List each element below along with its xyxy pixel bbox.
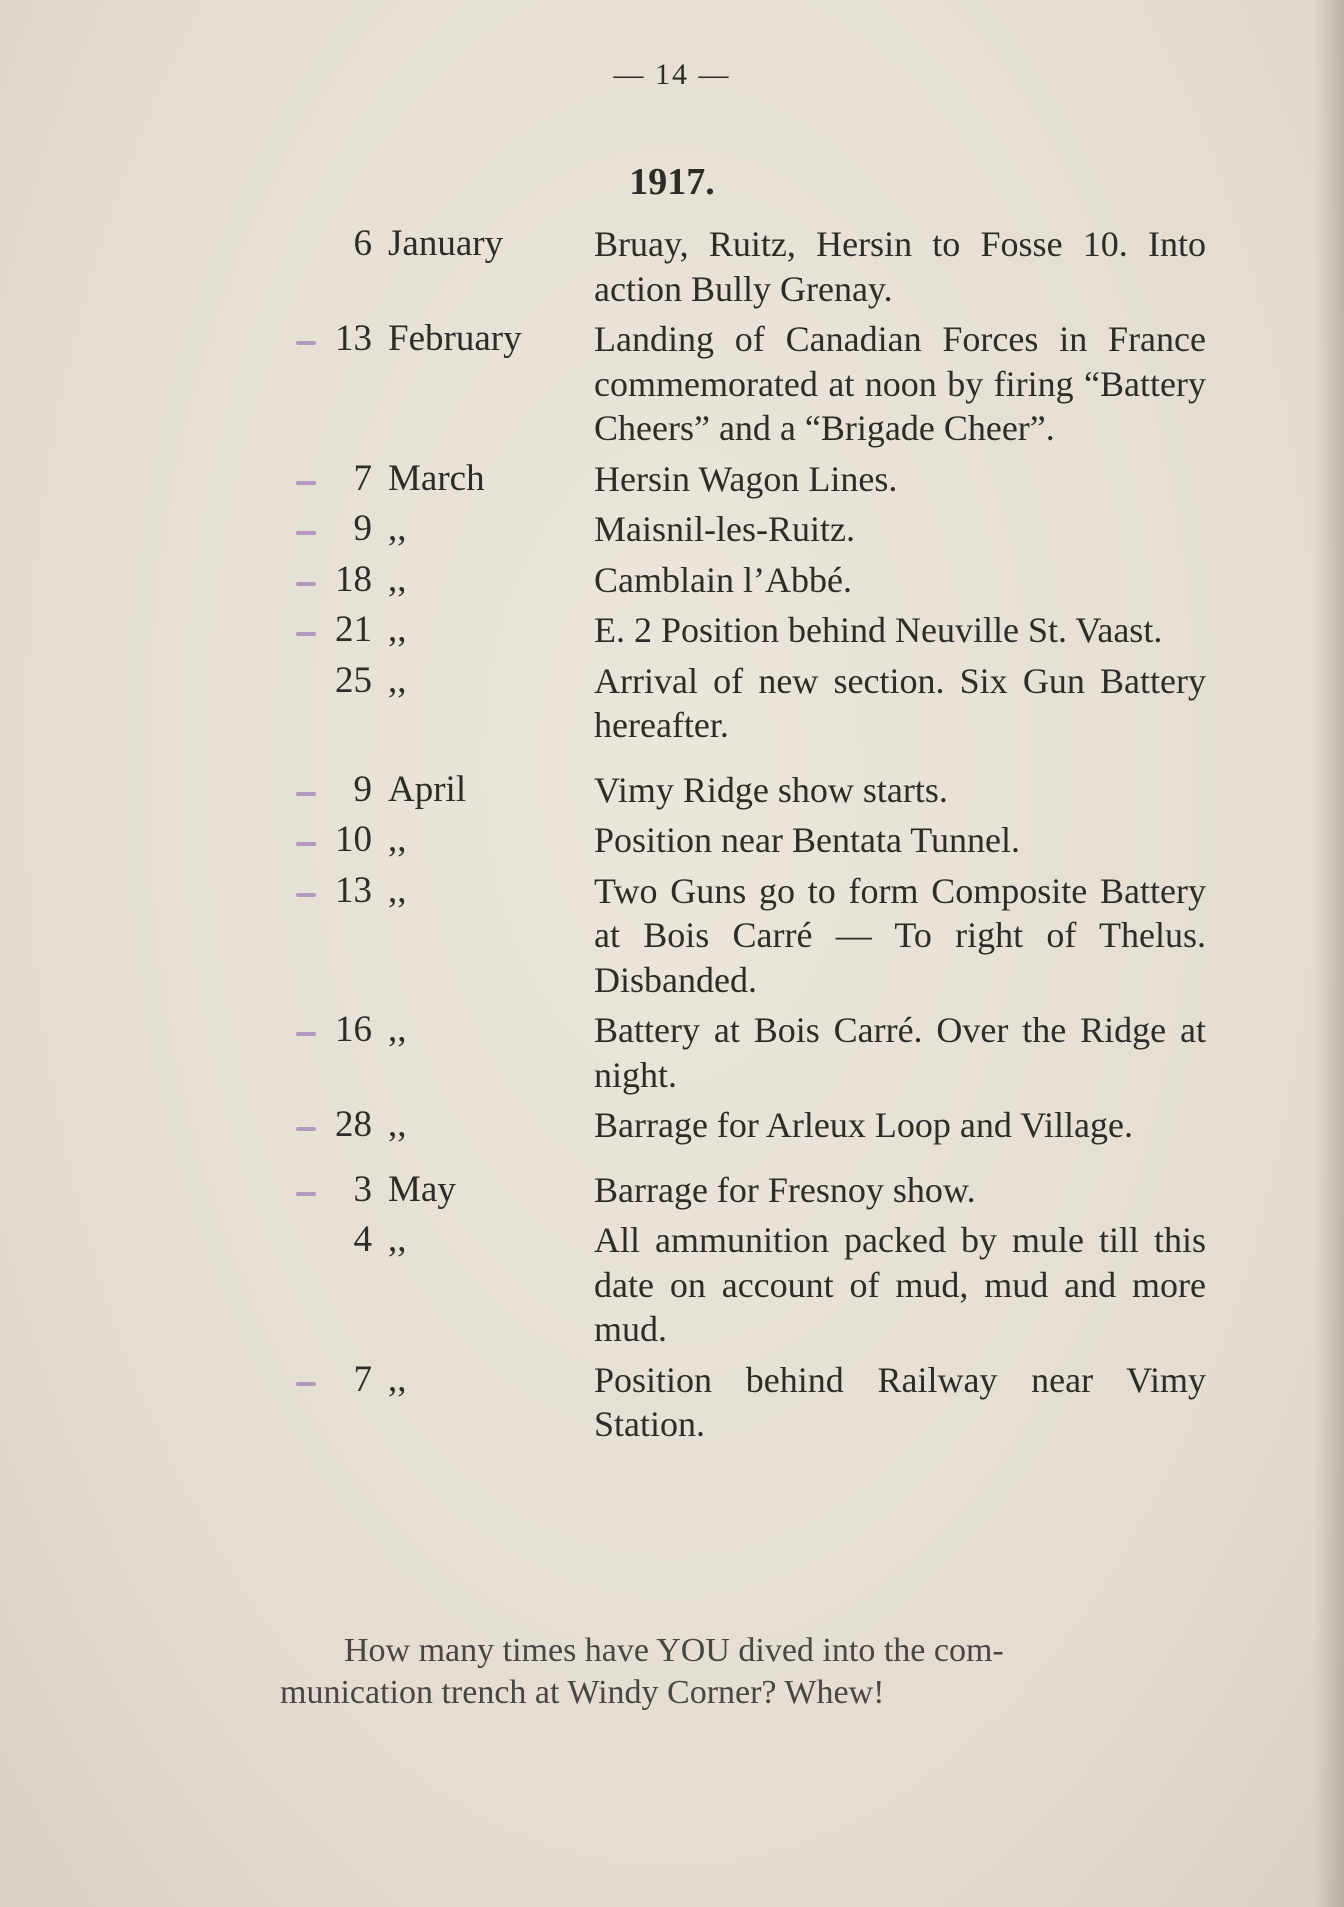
pencil-tick-mark (296, 1127, 316, 1131)
entry-description: Maisnil-les-Ruitz. (594, 509, 855, 549)
entry-description: Battery at Bois Carré. Over the Ridge at night. (594, 1010, 1206, 1095)
entry-month: May (388, 1168, 456, 1210)
page-number: — 14 — (613, 58, 731, 91)
entry-row (270, 317, 1250, 451)
entry-day: 18 (335, 558, 372, 600)
entry-day: 7 (353, 1358, 372, 1400)
entry-description: Barrage for Fresnoy show. (594, 1169, 976, 1210)
entry-row (270, 1168, 1250, 1213)
entry-row (270, 222, 1250, 311)
entry-day: 9 (353, 768, 372, 810)
entry-row (270, 457, 1250, 502)
entry-month: ,, (388, 508, 407, 549)
entry-day: 13 (335, 318, 372, 359)
entry-day: 7 (353, 457, 372, 499)
entry-day: 10 (335, 819, 372, 860)
entry-day: 21 (335, 609, 372, 650)
entry-month: March (388, 457, 485, 499)
entry-row (270, 869, 1250, 1003)
entry-row (270, 818, 1250, 863)
entry-description: Barrage for Arleux Loop and Village. (594, 1105, 1133, 1145)
entry-month: ,, (388, 659, 407, 701)
entry-day: 16 (335, 1009, 372, 1050)
entry-day: 3 (353, 1168, 372, 1210)
entry-row (270, 659, 1250, 748)
entry-day: 13 (335, 869, 372, 911)
closing-line: munication trench at Windy Corner? Whew! (280, 1674, 885, 1711)
pencil-tick-mark (296, 842, 316, 846)
entry-description: Two Guns go to form Composite Battery at Bois Carré — To right of Thelus. Disbanded. (594, 870, 1206, 1000)
chronology-list (270, 222, 1250, 1453)
entry-month: ,, (388, 609, 407, 650)
pencil-tick-mark (296, 1192, 316, 1196)
pencil-tick-mark (296, 582, 316, 586)
entry-description: Arrival of new section. Six Gun Battery hereafter. (594, 660, 1206, 745)
pencil-tick-mark (296, 893, 316, 897)
entry-description: E. 2 Position behind Neuville St. Vaast. (594, 610, 1163, 650)
entry-month: April (388, 768, 467, 810)
entry-day: 6 (353, 223, 372, 264)
entry-day: 4 (353, 1219, 372, 1260)
pencil-tick-mark (296, 1382, 316, 1386)
entry-row (270, 1103, 1250, 1148)
entry-day: 28 (335, 1104, 372, 1145)
entry-description: Bruay, Ruitz, Hersin to Fosse 10. Into action Bully Grenay. (594, 224, 1206, 309)
entry-row (270, 507, 1250, 552)
entry-description: All ammunition packed by mule till this date on account of mud, mud and more mud. (594, 1220, 1206, 1349)
entry-day: 25 (335, 659, 372, 701)
entry-description: Vimy Ridge show starts. (594, 769, 948, 810)
pencil-tick-mark (296, 531, 316, 535)
entry-month: ,, (388, 1009, 407, 1050)
entry-row (270, 1008, 1250, 1097)
entry-month: January (388, 223, 504, 264)
entry-month: ,, (388, 869, 407, 911)
entry-description: Landing of Canadian Forces in France commemorated at noon by firing “Battery Cheers” and a “Brigade Cheer”. (594, 319, 1206, 448)
entry-description: Position near Bentata Tunnel. (594, 820, 1020, 860)
entry-description: Hersin Wagon Lines. (594, 458, 898, 499)
closing-remark (280, 1630, 1240, 1714)
year-heading: 1917. (629, 161, 715, 203)
entry-description: Camblain l’Abbé. (594, 559, 852, 600)
entry-row (270, 1358, 1250, 1447)
entry-description: Position behind Railway near Vimy Station. (594, 1359, 1206, 1444)
entry-row (270, 608, 1250, 653)
entry-month: ,, (388, 1358, 407, 1400)
pencil-tick-mark (296, 792, 316, 796)
closing-line: How many times have YOU dived into the com- (344, 1632, 1004, 1669)
pencil-tick-mark (296, 341, 316, 345)
entry-row (270, 768, 1250, 813)
entry-month: ,, (388, 1104, 407, 1145)
entry-month: February (388, 318, 522, 359)
pencil-tick-mark (296, 632, 316, 636)
entry-month: ,, (388, 558, 407, 600)
entry-row (270, 1218, 1250, 1352)
page-edge-shadow (1314, 0, 1344, 1907)
entry-day: 9 (353, 508, 372, 549)
pencil-tick-mark (296, 481, 316, 485)
entry-month: ,, (388, 1219, 407, 1260)
entry-row (270, 558, 1250, 603)
pencil-tick-mark (296, 1032, 316, 1036)
entry-month: ,, (388, 819, 407, 860)
